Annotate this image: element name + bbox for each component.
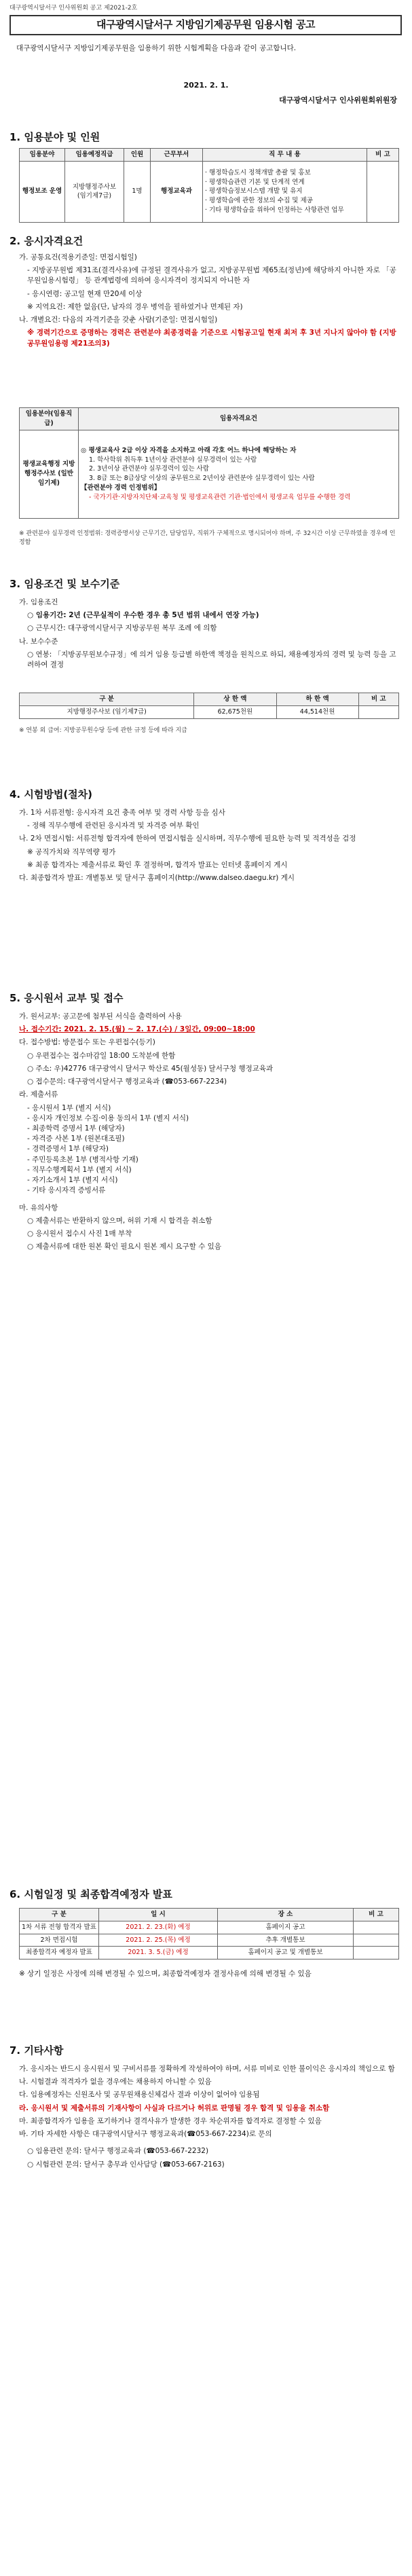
- individual-req-note: ※ 경력기간으로 증명하는 경력은 관련분야 최종경력을 기준으로 시험공고일 현재 최저 후 3년 지나지 않아야 함 (지방공무원임용령 제21조의3): [27, 329, 396, 348]
- documents-label: 라. 제출서류: [19, 1090, 58, 1099]
- sched-type: 1차 서류 전형 합격자 발표: [20, 1921, 99, 1934]
- sched-date: 2021. 3. 5.(금) 예정: [99, 1947, 218, 1959]
- caution-2: ○ 응시원서 접수시 사진 1매 부착: [27, 1229, 132, 1238]
- sched-note: [354, 1934, 399, 1947]
- qual-line: 1. 학사학위 취득후 1년이상 관련분야 실무경력이 있는 사람: [89, 456, 257, 464]
- section-3-body: [19, 597, 399, 673]
- pay-col-note: 비 고: [358, 693, 398, 706]
- document-item: - 응시원서 1부 (별지 서식): [27, 1103, 111, 1112]
- document-item: - 자기소개서 1부 (별지 서식): [27, 1176, 118, 1185]
- sched-col-date: 일 시: [99, 1909, 218, 1921]
- method-detail-1: ○ 우편접수는 접수마감일 18:00 도착분에 한함: [27, 1051, 176, 1060]
- section-4-body: [19, 808, 399, 886]
- pay-max: 62,675천원: [194, 705, 276, 718]
- row-dept: 행정교육과: [151, 161, 203, 222]
- step-1-detail: - 정해 직무수행에 관련된 응시자격 및 자격증 여부 확인: [27, 822, 200, 830]
- row-grade: 지방행정주사보 (임기제7급): [65, 161, 124, 222]
- step-2: 나. 2차 면접시험: 서류전형 합격자에 한하여 면접시험을 실시하며, 직무수행에 필요한 능력 및 적격성을 검정: [19, 834, 356, 843]
- pay-col-type: 구 분: [20, 693, 194, 706]
- form-distribution: 가. 원서교부: 공고문에 첨부된 서식을 출력하여 사용: [19, 1012, 182, 1020]
- misc-item: 라. 응시원서 및 제출서류의 기재사항이 사실과 다르거나 허위로 판명될 경우 합격 및 임용을 취소함: [19, 2103, 330, 2112]
- document-item: - 응시자 개인정보 수집·이용 동의서 1부 (별지 서식): [27, 1114, 189, 1122]
- document-item: - 기타 응시자격 증빙서류: [27, 1186, 106, 1195]
- intro-text: 대구광역시달서구 지방임기제공무원을 임용하기 위한 시험계획을 다음과 같이 공고합니다.: [16, 44, 297, 52]
- qual-col-req: 임용자격요건: [79, 408, 399, 430]
- col-field: 임용분야: [20, 149, 65, 162]
- common-req-3: ※ 지역요건: 제한 없음(단, 남자의 경우 병역을 필하였거나 면제된 자): [27, 302, 243, 311]
- sched-col-note: 비 고: [354, 1909, 399, 1921]
- pay-note: [358, 705, 398, 718]
- application-method: 다. 접수방법: 방문접수 또는 우편접수(등기): [19, 1038, 155, 1047]
- pay-type: 지방행정주사보 (임기제7급): [20, 705, 194, 718]
- method-detail-2: ○ 주소: 우)42776 대구광역시 달서구 학산로 45(월성동) 달서구청 행정교육과: [27, 1064, 274, 1073]
- qual-line: 【관련분야 경력 인정범위】: [81, 483, 161, 492]
- caution-1: ○ 제출서류는 반환하지 않으며, 허위 기재 시 합격을 취소함: [27, 1216, 212, 1225]
- step-2-note: ※ 최종 합격자는 제출서류로 확인 후 결정하며, 합격자 발표는 인터넷 홈페이지 게시: [27, 860, 288, 869]
- sched-place: 추후 개별통보: [217, 1934, 353, 1947]
- common-req: 가. 공통요건(적용기준일: 면접시험일): [19, 253, 137, 261]
- section-6-title: 6. 시험일정 및 최종합격예정자 발표: [10, 1888, 172, 1900]
- section-5-body: [19, 1012, 399, 1255]
- pay-label: 나. 보수수준: [19, 637, 58, 646]
- sched-col-type: 구 분: [20, 1909, 99, 1921]
- pay-col-min: 하 한 액: [276, 693, 358, 706]
- experience-note: ※ 관련분야 실무경력 인정범위: 경력증명서상 근무기간, 담당업무, 직위가 구체적으로 명시되어야 하며, 주 32시간 이상 근무하였을 경우에 인정함: [19, 530, 396, 547]
- col-dept: 근무부서: [151, 149, 203, 162]
- pay-col-max: 상 한 액: [194, 693, 276, 706]
- pay-extra-note: ※ 연봉 외 급여: 지방공무원수당 등에 관한 규정 등에 따라 지급: [19, 727, 187, 734]
- announcement-date: 2021. 2. 1.: [183, 81, 229, 90]
- misc-item: 가. 응시자는 반드시 응시원서 및 구비서류를 정확하게 작성하여야 하며, 서류 미비로 인한 불이익은 응시자의 책임으로 함: [19, 2065, 395, 2073]
- sched-note: [354, 1947, 399, 1959]
- schedule-table: [19, 1908, 399, 1959]
- method-detail-3: ○ 접수문의: 대구광역시달서구 행정교육과 (☎053-667-2234): [27, 1078, 227, 1086]
- row-count: 1명: [124, 161, 151, 222]
- misc-item: 마. 최종합격자가 임용을 포기하거나 결격사유가 발생한 경우 차순위자를 합격자로 결정할 수 있음: [19, 2116, 322, 2125]
- contact-1: ○ 임용관련 문의: 달서구 행정교육과 (☎053-667-2232): [27, 2147, 209, 2156]
- term-text: ○ 임용기간: 2년 (근무실적이 우수한 경우 총 5년 범위 내에서 연장 가능): [27, 611, 259, 620]
- document-item: - 최종학력 증명서 1부 (해당자): [27, 1124, 125, 1133]
- individual-req: 나. 개별요건: 다음의 자격기준을 갖춘 사람(기준일: 면접시험일): [19, 316, 218, 325]
- header-note: 대구광역시달서구 인사위원회 공고 제2021-2호: [10, 5, 138, 12]
- col-duties: 직 무 내 용: [203, 149, 367, 162]
- sched-col-place: 장 소: [217, 1909, 353, 1921]
- qual-line: ◎ 평생교육사 2급 이상 자격을 소지하고 아래 각호 어느 하나에 해당하는 자: [81, 446, 297, 454]
- pay-text: ○ 연봉: 「지방공무원보수규정」에 의거 임용 등급별 하한액 책정을 원칙으로 하되, 채용예정자의 경력 및 능력 등을 고려하여 결정: [27, 650, 396, 669]
- application-period: 나. 접수기간: 2021. 2. 15.(월) ~ 2. 17.(수) / 3일간, 09:00~18:00: [19, 1025, 255, 1034]
- sched-place: 홈페이지 공고 및 개별통보: [217, 1947, 353, 1959]
- col-note: 비 고: [367, 149, 399, 162]
- qualification-table: [19, 407, 399, 519]
- sched-date: 2021. 2. 23.(화) 예정: [99, 1921, 218, 1934]
- section-7-title: 7. 기타사항: [10, 2044, 64, 2057]
- sched-place: 홈페이지 공고: [217, 1921, 353, 1934]
- misc-item: 바. 기타 자세한 사항은 대구광역시달서구 행정교육과(☎053-667-2234)로 문의: [19, 2130, 272, 2139]
- hours-text: ○ 근무시간: 대구광역시달서구 지방공무원 복무 조례 에 의함: [27, 624, 217, 633]
- qual-line: 2. 3년이상 관련분야 실무경력이 있는 사람: [89, 465, 210, 473]
- col-grade: 임용예정직급: [65, 149, 124, 162]
- pay-table: [19, 693, 399, 719]
- common-req-2: - 응시연령: 공고일 현재 만20세 이상: [27, 289, 143, 298]
- row-note: [367, 161, 399, 222]
- row-field: 행정보조 운영: [20, 161, 65, 222]
- qual-field: 평생교육행정 지방행정주사보 (일반임기제): [20, 430, 79, 518]
- issuing-organization: 대구광역시달서구 인사위원회위원장: [279, 96, 397, 105]
- conditions-label: 가. 임용조건: [19, 598, 58, 606]
- misc-item: 다. 임용예정자는 신원조사 및 공무원채용신체검사 결과 이상이 없어야 임용됨: [19, 2091, 260, 2099]
- sched-date: 2021. 2. 25.(목) 예정: [99, 1934, 218, 1947]
- step-1: 가. 1차 서류전형: 응시자격 요건 충족 여부 및 경력 사항 등을 심사: [19, 809, 225, 817]
- section-3-title: 3. 임용조건 및 보수기준: [10, 578, 120, 590]
- document-item: - 자격증 사본 1부 (원본대조필): [27, 1135, 125, 1143]
- sched-note: [354, 1921, 399, 1934]
- row-duties: · 행정학습도시 정책개발 총괄 및 홍보 · 평생학습관련 기본 및 단계적 연계 · 평생학습정보시스템 개발 및 유지 · 평생학습에 관한 정보의 수집 및 제공 · 기타 평생학습을 위하여 인정하는 사항관련 업무: [203, 161, 367, 222]
- schedule-note: ※ 상기 일정은 사정에 의해 변경될 수 있으며, 최종합격예정자 결정사유에 의해 변경될 수 있음: [19, 1970, 312, 1978]
- caution-label: 마. 유의사항: [19, 1203, 58, 1212]
- col-count: 인원: [124, 149, 151, 162]
- section-5-title: 5. 응시원서 교부 및 접수: [10, 992, 124, 1004]
- common-req-1: - 지방공무원법 제31조(결격사유)에 규정된 결격사유가 없고, 지방공무원법 제65조(정년)에 해당하지 아니한 자로 「공무원임용시험령」 등 관계법령에 의하여 응시자격이 정지되지 아니한 자: [27, 266, 396, 285]
- caution-3: ○ 제출서류에 대한 원본 확인 필요시 원본 제시 요구할 수 있음: [27, 1243, 221, 1251]
- step-3: 다. 최종합격자 발표: 개별통보 및 달서구 홈페이지(http://www.dalseo.daegu.kr) 게시: [19, 874, 295, 883]
- section-4-title: 4. 시험방법(절차): [10, 788, 93, 801]
- qual-line: - 국가기관·지방자치단체·교육청 및 평생교육관련 기관·법인에서 평생교육 업무를 수행한 경력: [89, 493, 351, 501]
- step-2-detail: ※ 공직가치와 직무역량 평가: [27, 847, 116, 856]
- document-item: - 경력증명서 1부 (해당자): [27, 1145, 109, 1154]
- qual-req-cell: [79, 430, 399, 518]
- section-1-title: 1. 임용분야 및 인원: [10, 131, 100, 143]
- pay-min: 44,514천원: [276, 705, 358, 718]
- qual-col-field: 임용분야(임용직급): [20, 408, 79, 430]
- page-title: 대구광역시달서구 지방임기제공무원 임용시험 공고: [10, 15, 402, 35]
- contact-2: ○ 시험관련 문의: 달서구 총무과 인사담당 (☎053-667-2163): [27, 2160, 225, 2169]
- sched-type: 최종합격자 예정자 발표: [20, 1947, 99, 1959]
- section-7-body: [19, 2064, 399, 2173]
- document-item: - 직무수행계획서 1부 (별지 서식): [27, 1165, 132, 1174]
- positions-table: [19, 148, 399, 223]
- documents-list: [19, 1103, 399, 1196]
- section-2-title: 2. 응시자격요건: [10, 235, 83, 247]
- misc-item: 나. 시험결과 적격자가 없을 경우에는 채용하지 아니할 수 있음: [19, 2078, 212, 2086]
- section-2-body: [19, 253, 399, 352]
- sched-type: 2차 면접시험: [20, 1934, 99, 1947]
- document-item: - 주민등록초본 1부 (병적사항 기재): [27, 1155, 138, 1164]
- qual-line: 3. 8급 또는 8급상당 이상의 공무원으로 2년이상 관련분야 실무경력이 있는 사람: [89, 475, 315, 483]
